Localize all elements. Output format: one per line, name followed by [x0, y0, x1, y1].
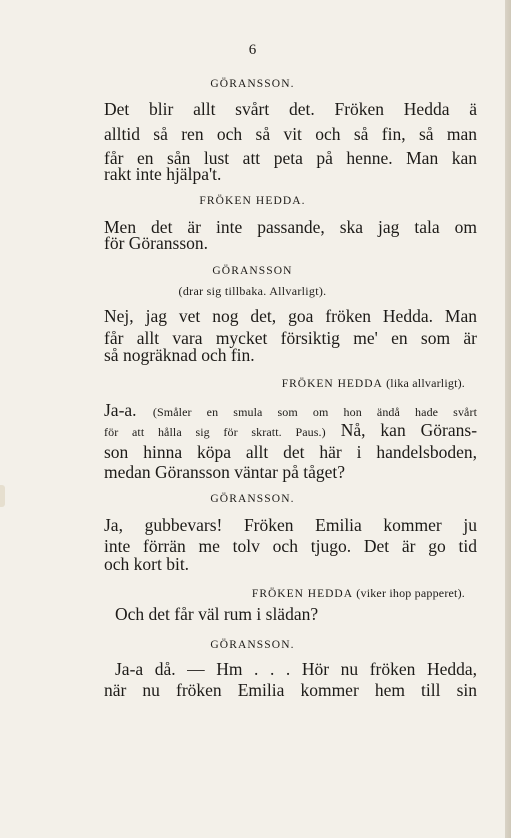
speaker-heading: GÖRANSSON.	[210, 639, 295, 651]
dialogue-line: Och det får väl rum i slädan?	[115, 604, 319, 624]
dialogue-line: när nu fröken Emilia kommer hem till sin	[104, 680, 477, 700]
dialogue-line: och kort bit.	[104, 554, 190, 574]
speaker-heading: GÖRANSSON	[212, 265, 293, 277]
dialogue-line: son hinna köpa allt det här i handelsboden,	[104, 442, 477, 462]
speaker-heading-with-direction	[252, 586, 465, 601]
page-edge	[505, 0, 511, 838]
dialogue-line: så nogräknad och fin.	[104, 345, 255, 365]
dialogue-line: Ja, gubbevars! Fröken Emilia kommer ju	[104, 515, 477, 535]
dialogue-line	[104, 400, 477, 422]
speaker-name: FRÖKEN HEDDA	[251, 588, 353, 600]
dialogue-text: Nå, kan Görans-	[340, 420, 478, 440]
dialogue-line	[104, 420, 477, 442]
dialogue-line: Ja-a då. — Hm . . . Hör nu fröken Hedda,	[115, 659, 477, 679]
dialogue-line: rakt inte hjälpa't.	[104, 164, 222, 184]
dialogue-line: får allt vara mycket försiktig me' en som är	[104, 328, 477, 348]
dialogue-line: Det blir allt svårt det. Fröken Hedda ä	[104, 99, 477, 119]
stage-direction: (lika allvarligt).	[386, 376, 465, 390]
speaker-heading: GÖRANSSON.	[210, 493, 295, 505]
dialogue-line: inte förrän me tolv och tjugo. Det är go tid	[104, 536, 477, 556]
dialogue-line: Men det är inte passande, ska jag tala om	[104, 217, 477, 237]
speaker-name: FRÖKEN HEDDA	[281, 378, 383, 390]
stage-direction: (drar sig tillbaka. Allvarligt).	[178, 284, 327, 298]
dialogue-line: medan Göransson väntar på tåget?	[104, 462, 346, 482]
dialogue-text: Ja-a.	[104, 400, 137, 420]
dialogue-line: för Göransson.	[104, 233, 209, 253]
dialogue-line: får en sån lust att peta på henne. Man kan	[104, 148, 477, 168]
page-number: 6	[248, 42, 257, 58]
stage-direction: (Småler en smula som om hon ändå hade svårt	[152, 405, 478, 419]
speaker-heading-with-direction	[282, 376, 465, 391]
dialogue-line: alltid så ren och så vit och så fin, så man	[104, 124, 477, 144]
speaker-heading: FRÖKEN HEDDA.	[199, 195, 306, 207]
dialogue-line: Nej, jag vet nog det, goa fröken Hedda. Man	[104, 306, 477, 326]
stage-direction: (viker ihop papperet).	[356, 586, 465, 600]
speaker-heading: GÖRANSSON.	[210, 78, 295, 90]
stage-direction: för att hålla sig för skratt. Paus.)	[104, 425, 326, 439]
